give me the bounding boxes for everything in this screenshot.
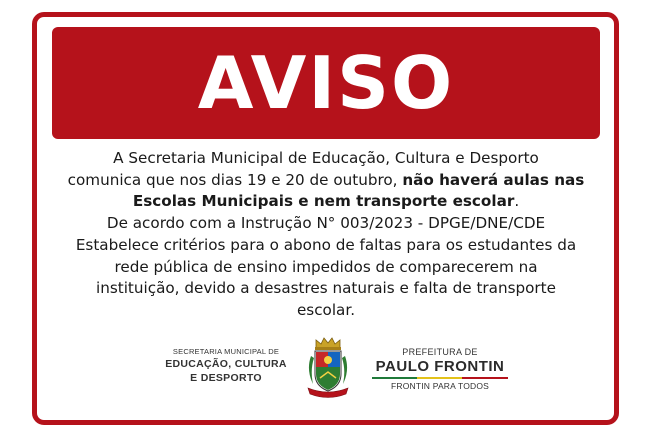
notice-line-3-end: . — [514, 192, 520, 211]
notice-line-2-regular: comunica que nos dias 19 e 20 de outubro, — [67, 170, 403, 189]
prefeitura-small-label: PREFEITURA DE — [402, 347, 478, 357]
notice-line-5: Estabelece critérios para o abono de faltas para os estudantes da — [75, 235, 577, 254]
secretaria-name-line-1: EDUCAÇÃO, CULTURA — [165, 358, 287, 370]
page-title: AVISO — [197, 41, 455, 125]
prefeitura-logo — [366, 347, 514, 391]
notice-line-6: rede pública de ensino impedidos de comparecerem na — [114, 257, 538, 276]
secretaria-name-line-2: E DESPORTO — [190, 372, 262, 384]
notice-line-3-bold: Escolas Municipais e nem transporte escolar — [132, 192, 515, 211]
notice-line-2 — [52, 170, 600, 192]
secretaria-small-label: SECRETARIA MUNICIPAL DE — [172, 347, 280, 356]
municipal-coat-of-arms-icon — [304, 336, 352, 402]
footer-logos — [52, 336, 600, 406]
notice-line-3 — [52, 191, 600, 213]
notice-line-1: A Secretaria Municipal de Educação, Cultura e Desporto — [113, 149, 539, 167]
prefeitura-color-rule — [372, 377, 508, 379]
secretaria-logo — [158, 347, 294, 385]
notice-body — [52, 148, 600, 322]
notice-line-7: instituição, devido a desastres naturais e falta de transporte — [96, 279, 556, 298]
notice-line-4: De acordo com a Instrução N° 003/2023 - DPGE/DNE/CDE — [106, 214, 546, 233]
prefeitura-tagline: FRONTIN PARA TODOS — [390, 381, 490, 391]
title-banner — [52, 27, 600, 139]
notice-line-2-bold: não haverá aulas nas — [402, 170, 585, 189]
notice-line-8: escolar. — [296, 300, 356, 319]
prefeitura-name: PAULO FRONTIN — [375, 358, 505, 375]
